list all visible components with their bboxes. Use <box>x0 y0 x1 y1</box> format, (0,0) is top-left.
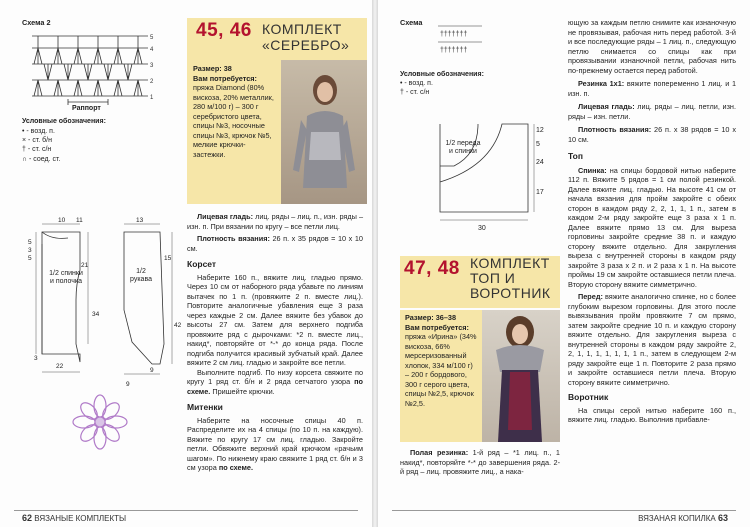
corset-heading: Корсет <box>187 259 217 269</box>
legend-item: × - ст. б/н <box>22 137 52 145</box>
left-page <box>0 0 372 527</box>
svg-text:2: 2 <box>150 79 154 85</box>
right-page <box>378 0 750 527</box>
page-number: 63 <box>717 513 728 523</box>
section-name: ВЯЗАНАЯ КОПИЛКА <box>638 514 716 523</box>
stitch-term: Лицевая гладь: <box>578 102 635 111</box>
product-title-line2: «СЕРЕБРО» <box>262 37 350 53</box>
legend-item: † - ст. с/н <box>400 89 430 97</box>
left-footer <box>22 513 126 523</box>
right-legend-list <box>400 79 433 97</box>
dim-label: 42 <box>174 322 182 329</box>
product-number: 45, 46 <box>196 20 252 41</box>
continuation-text: ющую за каждым петлю снимите как изнаночную не провязывая, рабочая нить перед работой. 3-й и все последующие ряды – 1 лиц. п., следующую петлю снимается со спицы как при провязывании изнаночной петли, рабочая нить по-прежнему остается перед работой. <box>568 18 736 75</box>
needs-label: Вам потребуется: <box>405 322 469 332</box>
double-crochet-icon: † <box>22 146 26 154</box>
flower-illustration <box>70 392 130 452</box>
rapport-label: Раппорт <box>72 105 101 112</box>
mitts-text: Наберите на носочные спицы 40 п. Распределите их на 4 спицы (по 10 п. на каждую). Вяжите по кругу 17 см лиц. гладью. Закройте петли. Обвяжите верхний край крючком «рачьим шагом». По нижнему краю свяжите 1 ряд ст. б/н и 3 см узора <box>187 415 363 472</box>
size-label: Размер: 36–38 <box>405 313 457 322</box>
scheme-title: Схема <box>400 18 423 27</box>
right-footer <box>638 513 728 523</box>
crochet-chart-scheme <box>432 22 492 58</box>
scheme2-title: Схема 2 <box>22 18 51 27</box>
dim-label: 11 <box>76 217 83 224</box>
rib-text-block: Полая резинка: 1-й ряд – *1 лиц. п., 1 накид*, повторяйте *-* до завершения ряда. 2-й ряд – лиц. провяжите лиц., а нака- <box>400 448 560 476</box>
top-heading: Топ <box>568 151 583 161</box>
dim-label: 24 <box>536 159 544 166</box>
svg-text:4: 4 <box>150 47 154 53</box>
materials-text: пряжа Diamond (80% вискоза, 20% металлик, 280 м/100 г) – 300 г серебристого цвета, спицы №3, носочные спицы №3, крючок №5, мелкие крючки-застежки. <box>193 83 274 159</box>
chain-stitch-icon: • <box>22 128 25 135</box>
dim-label: 17 <box>536 189 544 196</box>
product-title-line1: КОМПЛЕКТ <box>262 21 342 37</box>
product-title-line3: ВОРОТНИК <box>470 285 551 301</box>
materials-box <box>400 310 482 442</box>
double-crochet-icon: † <box>400 89 404 97</box>
dim-label: 5 <box>28 255 32 262</box>
woman-silhouette-icon <box>281 60 367 204</box>
materials-text: пряжа «Ирина» (34% вискоза, 66% мерсеризованный хлопок, 334 м/100 г) – 200 г бордового, 300 г серого цвета, спицы №2,5, крючок №2,5. <box>405 332 477 408</box>
back-front-label: 1/2 спинки и полочка <box>49 270 83 285</box>
model-photo <box>482 310 560 442</box>
back-term: Спинка: <box>578 165 607 175</box>
legend-item: • - возд. п. <box>400 80 433 87</box>
legend-item: • - возд. п. <box>22 128 55 135</box>
dim-label: 9 <box>126 381 130 388</box>
rib-term: Полая резинка: <box>410 448 469 457</box>
dim-label: 15 <box>164 255 172 262</box>
corset-text: Наберите 160 п., вяжите лиц. гладью прямо. Через 10 см от наборного ряда убавьте по линиям вытачек по 1 п. (провяжите 2 п. вместе лиц.). Повторите аналогичные убавления еще 3 раза через каждые 2 см. Далее вяжите без убавок до высоты 27 см. Затем для верхнего подгиба провяжите ряд с дырочками: *2 п. вместе лиц., накид*, повторяйте от *-* до конца ряда. После подгиба получится красивый зубчатый край. Далее вяжите 2 см лиц. гладью и закройте все петли. <box>187 272 363 367</box>
right-text-column: ющую за каждым петлю снимите как изнаночную не провязывая, рабочая нить перед работой. 3-й и все последующие ряды – 1 лиц. п., следующую петлю снимается со спицы как при провязывании изнаночной петли, рабочая нить по-прежнему остается перед работой. Резинка 1х1: вяжите попеременно 1 лиц. и 1 изн. п. Лицевая гладь: лиц. ряды – лиц. петли, изн. ряды – изн. петли. Плотность вязания: 26 п. х 38 рядов = 10 х 10 см. Топ Спинка: на спицы бордовой нитью наберите 112 п. Вяжите 5 рядов = 1 см полой резинкой. Далее вяжите лиц. гладью. На высоте 41 см от начала вязания для пройм закройте с обеих сторон в каждом ряду 2, 2, 1, 1, 1 п., затем в каждом 2-м ряду закройте еще 3 раза х 1 п. Далее вяжите прямо 13 см. Для выреза горловины закройте средние 38 п. и каждую сторону вяжите отдельно. Для закругления выреза с внутренней стороны в каждом ряду закройте 3 раза х 2 п. и 2 раза х 1 п. На высоте проймы 19 см закройте оставшиеся петли плеча. Вторую сторону вяжите симметрично. Перед: вяжите аналогично спинке, но с более глубоким вырезом горловины. Для этого после вывязывания пройм провяжите 7 см прямо, затем закройте средние 10 п. и каждую сторону вяжите отдельно. Для закругления выреза с внутренней стороны в каждом ряду закройте 2, 2, 1, 1, 1, 1, 1, 1, 1 п., затем в следующем 2-м ряду закройте еще 1 п. Повторите 2 раза прямо и закройте оставшиеся петли плеча. Вторую сторону вяжите симметрично. Воротник На спицы серой нитью наберите 160 п., вяжите лиц. гладью. Выполнив прибавле- <box>568 18 736 424</box>
dim-label: 12 <box>536 127 544 134</box>
product-title-line2: ТОП И <box>470 270 516 286</box>
woman-silhouette-icon <box>482 310 560 442</box>
legend-title: Условные обозначения: <box>22 118 106 125</box>
dim-label: 5 <box>536 141 540 148</box>
rib11-term: Резинка 1х1: <box>578 79 625 88</box>
dim-label: 3 <box>34 355 38 362</box>
front-term: Перед: <box>578 292 603 301</box>
svg-text:3: 3 <box>150 63 154 69</box>
svg-text:†††††††: ††††††† <box>440 47 468 54</box>
page-number: 62 <box>22 513 33 523</box>
dim-label: 13 <box>136 217 144 224</box>
mitts-heading: Митенки <box>187 402 223 412</box>
dim-label: 30 <box>478 225 486 232</box>
legend-item: † - ст. с/н <box>22 146 52 154</box>
section-name: ВЯЗАНЫЕ КОМПЛЕКТЫ <box>34 514 127 523</box>
svg-text:†††††††: ††††††† <box>440 31 468 38</box>
dim-label: 5 <box>28 239 32 246</box>
right-legend-title: Условные обозначения: <box>400 71 484 78</box>
legend-list <box>22 127 132 164</box>
crochet-chart-scheme2 <box>28 30 158 108</box>
dim-label: 3 <box>28 247 32 254</box>
product-number: 47, 48 <box>404 258 460 279</box>
collar-text: На спицы серой нитью наберите 160 п., вяжите лиц. гладью. Выполнив прибавле- <box>568 405 736 424</box>
chain-stitch-icon: • <box>400 80 403 87</box>
svg-text:5: 5 <box>150 35 154 41</box>
single-crochet-icon: × <box>22 137 27 145</box>
slip-stitch-icon: ∩ <box>22 155 28 163</box>
svg-text:1: 1 <box>150 95 154 101</box>
gauge-term: Плотность вязания: <box>197 234 270 243</box>
top-pattern-drawing <box>418 110 558 235</box>
gauge-term: Плотность вязания: <box>578 125 652 134</box>
materials-box <box>187 60 281 204</box>
model-photo <box>281 60 367 204</box>
legend-item: ∩ - соед. ст. <box>22 155 61 163</box>
front-back-label: 1/2 переда и спинки <box>445 140 481 155</box>
stitch-term: Лицевая гладь: <box>197 212 254 221</box>
pattern-drawing <box>22 214 182 392</box>
dim-label: 10 <box>58 217 66 224</box>
dim-label: 34 <box>92 311 100 318</box>
dim-label: 21 <box>81 262 89 269</box>
sleeve-label: 1/2 рукава <box>130 268 152 283</box>
needs-label: Вам потребуется: <box>193 73 257 83</box>
dim-label: 9 <box>150 367 154 374</box>
collar-heading: Воротник <box>568 392 609 402</box>
dim-label: 22 <box>56 363 64 370</box>
left-text-column: Лицевая гладь: лиц. ряды – лиц. п., изн. ряды – изн. п. При вязании по кругу – все петли лиц. Плотность вязания: 26 п. х 35 рядов = 10 х 10 см. Корсет Наберите 160 п., вяжите лиц. гладью прямо. Через 10 см от наборного ряда убавьте по линиям вытачек по 1 п. (провяжите 2 п. вместе лиц.). Повторите аналогичные убавления еще 3 раза через каждые 2 см. Далее вяжите без убавок до высоты 27 см. Затем для верхнего подгиба провяжите ряд с дырочками: *2 п. вместе лиц., накид*, повторяйте от *-* до конца ряда. После подгиба получится красивый зубчатый край. Далее вяжите 2 см лиц. гладью и закройте все петли. Выполните подгиб. По низу корсета свяжите по кругу 1 ряд ст. б/н и 2 ряда сетчатого узора по схеме. Пришейте крючки. Митенки Наберите на носочные спицы 40 п. Распределите их на 4 спицы (по 10 п. на каждую). Вяжите по кругу 17 см лиц. гладью. Закройте петли. Обвяжите верхний край крючком «рачьим шагом». По нижнему краю свяжите 1 ряд ст. б/н и 3 см узора по схеме. <box>187 212 363 472</box>
product-title-line1: КОМПЛЕКТ <box>470 255 550 271</box>
size-label: Размер: 38 <box>193 64 232 73</box>
